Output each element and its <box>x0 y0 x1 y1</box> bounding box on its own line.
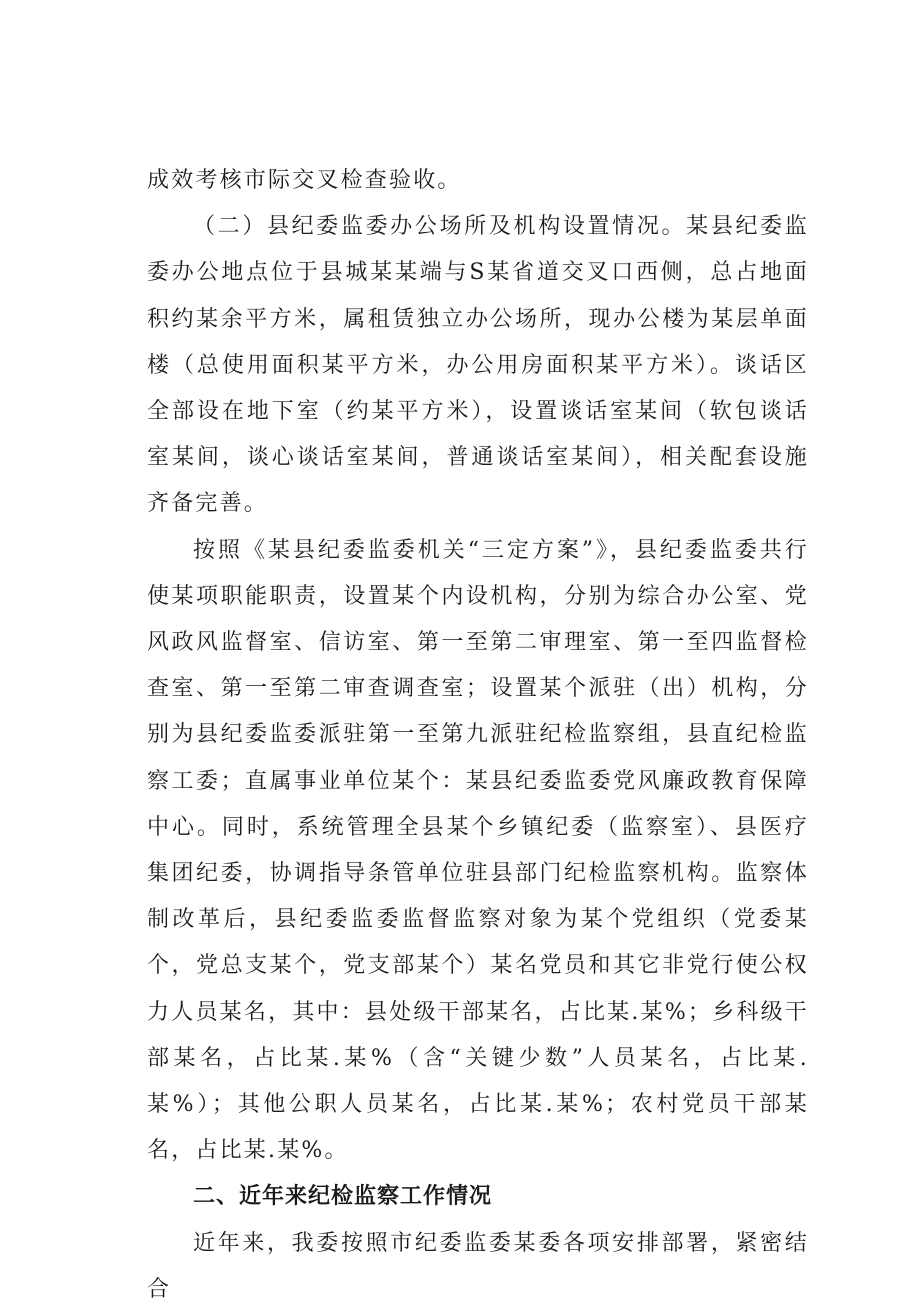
document-body <box>147 158 809 1313</box>
section-heading: 二、近年来纪检监察工作情况 <box>193 1184 493 1210</box>
paragraph-office-and-structure: （二）县纪委监委办公场所及机构设置情况。某县纪委监委办公地点位于县城某某端与S某省道交叉口西侧，总占地面积约某余平方米，属租赁独立办公场所，现办公楼为某层单面楼（总使用面积某平方米，办公用房面积某平方米）。谈话区全部设在地下室（约某平方米），设置谈话室某间（软包谈话室某间，谈心谈话室某间，普通谈话室某间），相关配套设施齐备完善。 <box>147 214 809 517</box>
paragraph-three-plans: 按照《某县纪委监委机关“三定方案”》，县纪委监委共行使某项职能职责，设置某个内设机构，分别为综合办公室、党风政风监督室、信访室、第一至第二审理室、第一至四监督检查室、第一至第二审查调查室；设置某个派驻（出）机构，分别为县纪委监委派驻第一至第九派驻纪检监察组，县直纪检监察工委；直属事业单位某个：某县纪委监委党风廉政教育保障中心。同时，系统管理全县某个乡镇纪委（监察室）、县医疗集团纪委，协调指导条管单位驻县部门纪检监察机构。监察体制改革后，县纪委监委监督监察对象为某个党组织（党委某个，党总支某个，党支部某个）某名党员和其它非党行使公权力人员某名，其中：县处级干部某名，占比某.某%；乡科级干部某名，占比某.某%（含“关键少数”人员某名，占比某.某%）；其他公职人员某名，占比某.某%；农村党员干部某名，占比某.某%。 <box>147 537 809 1164</box>
paragraph-continuation: 成效考核市际交叉检查验收。 <box>147 168 462 193</box>
paragraph-recent-work: 近年来，我委按照市纪委监委某委各项安排部署，紧密结合 <box>147 1230 809 1302</box>
